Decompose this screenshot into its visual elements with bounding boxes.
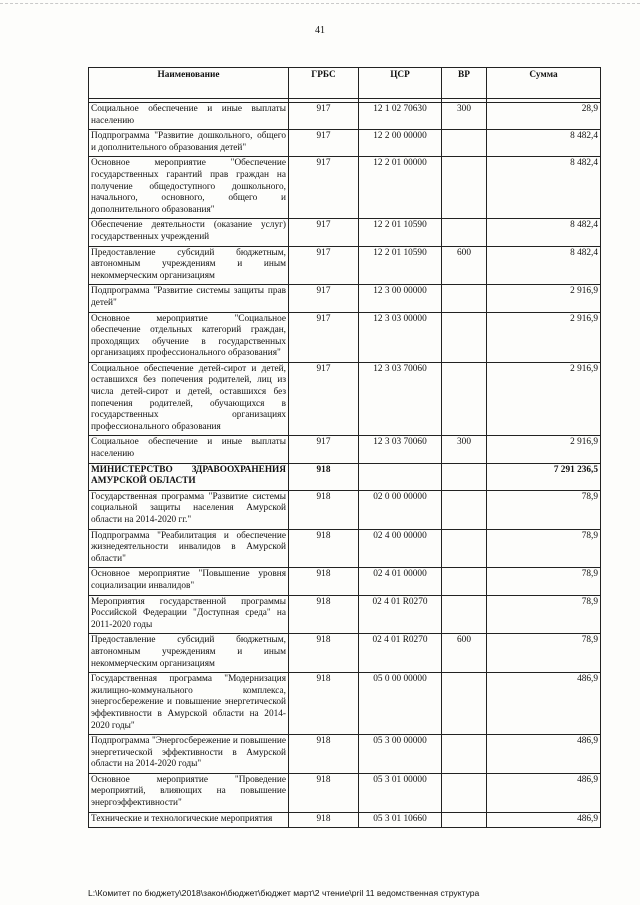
row-vr-cell: 600 <box>442 634 487 673</box>
row-name-cell: Подпрограмма "Энергосбережение и повышение энергетической эффективности в Амурской области на 2014-2020 годы" <box>89 735 289 774</box>
table-body <box>89 103 601 828</box>
row-csr-cell: 05 3 01 10660 <box>359 812 442 828</box>
row-sum-cell: 2 916,9 <box>487 312 601 362</box>
row-grbs-cell: 918 <box>289 812 359 828</box>
row-sum-cell: 78,9 <box>487 529 601 568</box>
row-grbs-cell: 918 <box>289 463 359 490</box>
row-sum-cell: 2 916,9 <box>487 362 601 436</box>
table-row <box>89 773 601 812</box>
row-vr-cell <box>442 490 487 529</box>
row-grbs-cell: 917 <box>289 285 359 312</box>
departmental-structure-table <box>88 67 601 828</box>
row-name-cell: Подпрограмма "Развитие дошкольного, общего и дополнительного образования детей" <box>89 130 289 157</box>
row-name-cell: Социальное обеспечение и иные выплаты населению <box>89 103 289 130</box>
row-vr-cell <box>442 362 487 436</box>
row-csr-cell: 12 2 01 00000 <box>359 157 442 219</box>
row-vr-cell <box>442 812 487 828</box>
row-sum-cell: 8 482,4 <box>487 219 601 246</box>
table-row <box>89 634 601 673</box>
row-vr-cell <box>442 312 487 362</box>
row-name-cell: Обеспечение деятельности (оказание услуг) государственных учреждений <box>89 219 289 246</box>
file-path-footer: L:\Комитет по бюджету\2018\закон\бюджет\бюджет март\2 чтение\pril 11 ведомственная структура <box>88 888 480 898</box>
row-grbs-cell: 917 <box>289 246 359 285</box>
row-sum-cell: 486,9 <box>487 673 601 735</box>
row-name-cell: Предоставление субсидий бюджетным, автономным учреждениям и иным некоммерческим организациям <box>89 246 289 285</box>
row-name-cell: Технические и технологические мероприятия <box>89 812 289 828</box>
table-row <box>89 568 601 595</box>
row-grbs-cell: 917 <box>289 219 359 246</box>
table-row <box>89 463 601 490</box>
page-number: 41 <box>315 25 325 36</box>
row-csr-cell: 12 3 03 70060 <box>359 436 442 463</box>
row-grbs-cell: 918 <box>289 673 359 735</box>
row-sum-cell: 7 291 236,5 <box>487 463 601 490</box>
row-sum-cell: 486,9 <box>487 735 601 774</box>
row-csr-cell: 02 4 01 R0270 <box>359 634 442 673</box>
header-vr: ВР <box>442 68 487 99</box>
row-grbs-cell: 917 <box>289 362 359 436</box>
row-sum-cell: 486,9 <box>487 773 601 812</box>
header-sum: Сумма <box>487 68 601 99</box>
table-row <box>89 246 601 285</box>
row-sum-cell: 2 916,9 <box>487 285 601 312</box>
row-csr-cell: 02 4 01 R0270 <box>359 595 442 634</box>
header-grbs: ГРБС <box>289 68 359 99</box>
page-top-edge <box>0 3 640 4</box>
row-csr-cell: 02 4 00 00000 <box>359 529 442 568</box>
row-vr-cell <box>442 285 487 312</box>
table-row <box>89 285 601 312</box>
table-row <box>89 219 601 246</box>
row-name-cell: Подпрограмма "Развитие системы защиты прав детей" <box>89 285 289 312</box>
row-vr-cell <box>442 130 487 157</box>
table-row <box>89 103 601 130</box>
row-name-cell: Основное мероприятие "Проведение мероприятий, влияющих на повышение энергоэффективности" <box>89 773 289 812</box>
table-row <box>89 490 601 529</box>
row-grbs-cell: 917 <box>289 157 359 219</box>
row-csr-cell: 05 3 01 00000 <box>359 773 442 812</box>
row-name-cell: Подпрограмма "Реабилитация и обеспечение жизнедеятельности инвалидов в Амурской области" <box>89 529 289 568</box>
table-row <box>89 436 601 463</box>
row-name-cell: Социальное обеспечение и иные выплаты населению <box>89 436 289 463</box>
row-grbs-cell: 918 <box>289 773 359 812</box>
row-vr-cell <box>442 673 487 735</box>
row-csr-cell: 12 2 01 10590 <box>359 219 442 246</box>
row-csr-cell: 12 2 01 10590 <box>359 246 442 285</box>
row-csr-cell: 02 0 00 00000 <box>359 490 442 529</box>
row-vr-cell <box>442 568 487 595</box>
row-grbs-cell: 918 <box>289 595 359 634</box>
row-csr-cell: 12 1 02 70630 <box>359 103 442 130</box>
table-row <box>89 312 601 362</box>
row-sum-cell: 78,9 <box>487 595 601 634</box>
row-csr-cell: 12 2 00 00000 <box>359 130 442 157</box>
table-row <box>89 130 601 157</box>
row-vr-cell <box>442 595 487 634</box>
row-sum-cell: 8 482,4 <box>487 130 601 157</box>
row-name-cell: Основное мероприятие "Социальное обеспечение отдельных категорий граждан, проходящих обучение в государственных организациях профессионального образования" <box>89 312 289 362</box>
row-csr-cell: 02 4 01 00000 <box>359 568 442 595</box>
row-sum-cell: 78,9 <box>487 634 601 673</box>
row-name-cell: Социальное обеспечение детей-сирот и детей, оставшихся без попечения родителей, лиц из числа детей-сирот и детей, оставшихся без попечения родителей, обучающихся в государственных организациях профессионального образования <box>89 362 289 436</box>
row-name-cell: Мероприятия государственной программы Российской Федерации "Доступная среда" на 2011-2020 годы <box>89 595 289 634</box>
row-csr-cell: 12 3 03 00000 <box>359 312 442 362</box>
row-csr-cell: 05 3 00 00000 <box>359 735 442 774</box>
row-vr-cell: 300 <box>442 103 487 130</box>
row-csr-cell: 12 3 03 70060 <box>359 362 442 436</box>
row-csr-cell: 12 3 00 00000 <box>359 285 442 312</box>
row-vr-cell <box>442 219 487 246</box>
row-vr-cell <box>442 735 487 774</box>
row-name-cell: Предоставление субсидий бюджетным, автономным учреждениям и иным некоммерческим организациям <box>89 634 289 673</box>
table-row <box>89 529 601 568</box>
row-grbs-cell: 918 <box>289 735 359 774</box>
row-vr-cell <box>442 529 487 568</box>
table-header-row <box>89 68 601 99</box>
row-name-cell: Основное мероприятие "Повышение уровня социализации инвалидов" <box>89 568 289 595</box>
row-vr-cell: 600 <box>442 246 487 285</box>
table-row <box>89 595 601 634</box>
row-grbs-cell: 918 <box>289 529 359 568</box>
row-name-cell: Государственная программа "Модернизация жилищно-коммунального комплекса, энергосбережение и повышение энергетической эффективности в Амурской области на 2014-2020 годы" <box>89 673 289 735</box>
row-grbs-cell: 917 <box>289 130 359 157</box>
row-sum-cell: 8 482,4 <box>487 157 601 219</box>
row-sum-cell: 486,9 <box>487 812 601 828</box>
table-row <box>89 157 601 219</box>
row-name-cell: МИНИСТЕРСТВО ЗДРАВООХРАНЕНИЯ АМУРСКОЙ ОБЛАСТИ <box>89 463 289 490</box>
row-vr-cell <box>442 463 487 490</box>
table-row <box>89 735 601 774</box>
row-sum-cell: 78,9 <box>487 490 601 529</box>
table-row <box>89 673 601 735</box>
table-row <box>89 362 601 436</box>
row-sum-cell: 8 482,4 <box>487 246 601 285</box>
row-grbs-cell: 918 <box>289 568 359 595</box>
table-row <box>89 812 601 828</box>
row-vr-cell <box>442 773 487 812</box>
row-grbs-cell: 917 <box>289 103 359 130</box>
header-csr: ЦСР <box>359 68 442 99</box>
row-csr-cell: 05 0 00 00000 <box>359 673 442 735</box>
row-grbs-cell: 917 <box>289 312 359 362</box>
header-name: Наименование <box>89 68 289 99</box>
row-sum-cell: 78,9 <box>487 568 601 595</box>
row-sum-cell: 2 916,9 <box>487 436 601 463</box>
row-grbs-cell: 918 <box>289 490 359 529</box>
row-csr-cell <box>359 463 442 490</box>
row-name-cell: Основное мероприятие "Обеспечение государственных гарантий прав граждан на получение общедоступного дошкольного, начального, основного, общего и дополнительного образования" <box>89 157 289 219</box>
row-vr-cell <box>442 157 487 219</box>
row-vr-cell: 300 <box>442 436 487 463</box>
row-name-cell: Государственная программа "Развитие системы социальной защиты населения Амурской области на 2014-2020 гг." <box>89 490 289 529</box>
row-grbs-cell: 917 <box>289 436 359 463</box>
row-grbs-cell: 918 <box>289 634 359 673</box>
row-sum-cell: 28,9 <box>487 103 601 130</box>
